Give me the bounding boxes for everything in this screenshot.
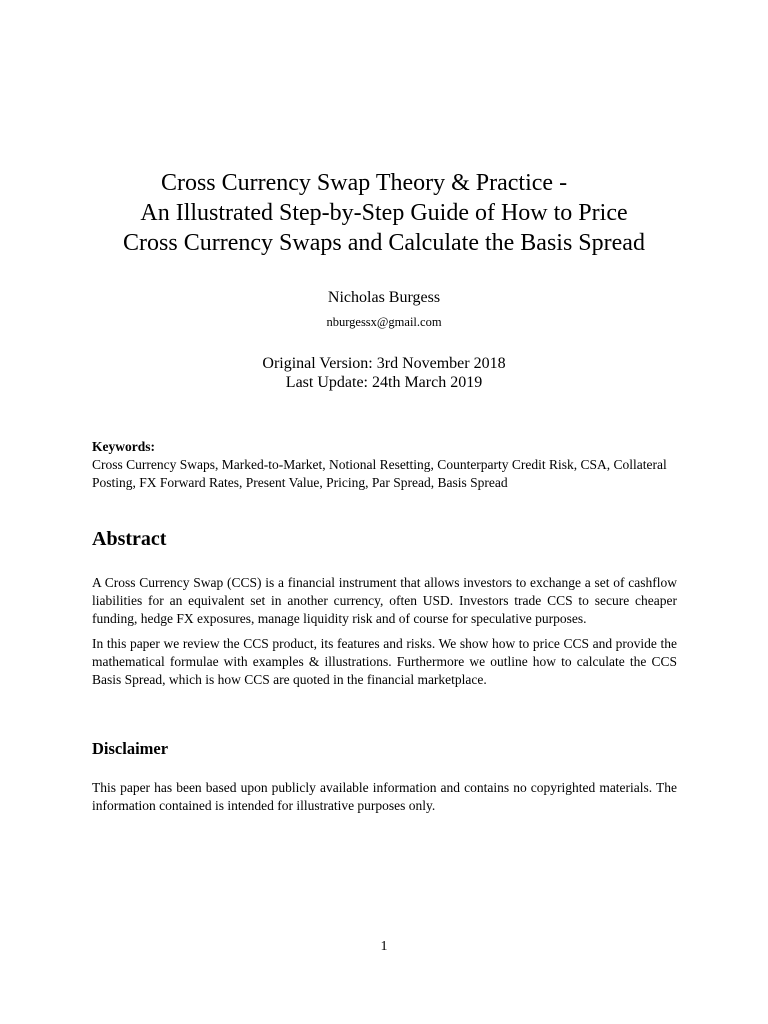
version-info (0, 354, 768, 392)
title-line-1: Cross Currency Swap Theory & Practice - (160, 170, 568, 196)
page-number: 1 (380, 939, 388, 954)
last-update: Last Update: 24th March 2019 (285, 374, 483, 391)
abstract-paragraph-2: In this paper we review the CCS product, its features and risks. We show how to price CCS and provide the mathematical formulae with examples & illustrations. Furthermore we outline how to calculate the CCS Basis Spread, which is how CCS are quoted in the financial marketplace. (92, 636, 677, 687)
abstract-heading: Abstract (92, 528, 167, 550)
title-line-3: Cross Currency Swaps and Calculate the Basis Spread (123, 230, 645, 256)
author-name: Nicholas Burgess (327, 289, 441, 306)
keywords-section (92, 438, 680, 492)
original-version: Original Version: 3rd November 2018 (262, 355, 506, 372)
paper-title (60, 168, 708, 258)
abstract-body (92, 574, 677, 696)
keywords-text: Cross Currency Swaps, Marked-to-Market, Notional Resetting, Counterparty Credit Risk, CSA, Collateral Posting, FX Forward Rates, Present Value, Pricing, Par Spread, Basis Spread (92, 457, 667, 490)
title-line-2: An Illustrated Step-by-Step Guide of How to Price (140, 200, 628, 226)
disclaimer-body (92, 779, 677, 815)
author-email: nburgessx@gmail.com (326, 315, 442, 329)
disclaimer-heading: Disclaimer (92, 739, 169, 758)
keywords-label: Keywords: (92, 439, 155, 454)
disclaimer-text: This paper has been based upon publicly available information and contains no copyrighted materials. The information contained is intended for illustrative purposes only. (92, 780, 677, 813)
abstract-paragraph-1: A Cross Currency Swap (CCS) is a financial instrument that allows investors to exchange a set of cashflow liabilities for an equivalent set in another currency, often USD. Investors trade CCS to secure cheaper funding, hedge FX exposures, manage liquidity risk and of course for speculative purposes. (92, 575, 677, 626)
